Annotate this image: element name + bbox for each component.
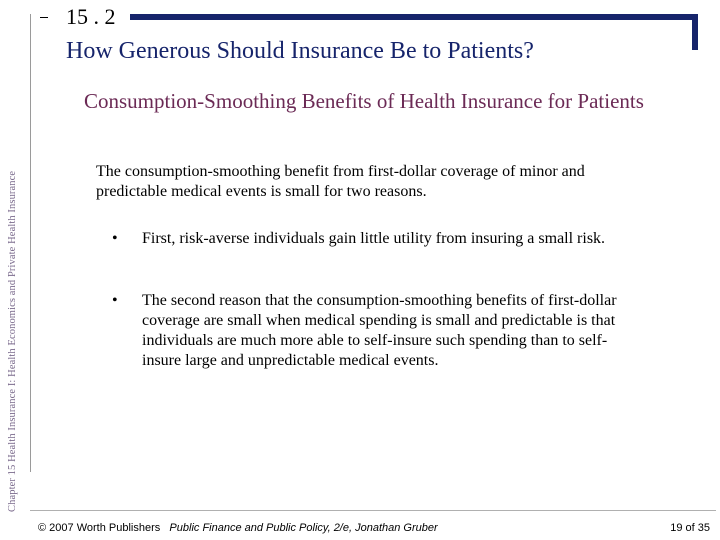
footer-credits	[38, 522, 438, 534]
footer-divider	[30, 510, 716, 511]
slide-subtitle: Consumption-Smoothing Benefits of Health Insurance for Patients	[84, 89, 644, 113]
header-tick	[40, 17, 48, 18]
chapter-label-text: Chapter 15 Health Insurance I: Health Economics and Private Health Insurance	[7, 170, 18, 512]
footer-book-title: Public Finance and Public Policy, 2/e, Jonathan Gruber	[169, 522, 438, 534]
header-bar	[130, 14, 698, 20]
page-number: 19 of 35	[670, 522, 710, 534]
bullet-marker: •	[112, 230, 118, 247]
header-bar-corner	[692, 14, 698, 50]
bullet-marker: •	[112, 292, 118, 309]
section-number: 15 . 2	[66, 4, 116, 29]
bullet-item	[112, 229, 632, 269]
chapter-label	[2, 12, 22, 512]
bullet-text: The second reason that the consumption-smoothing benefits of first-dollar coverage are small when medical spending is small and predictable is that individuals are much more able to self-insure such spending than to self-insure large and unpredictable medical events.	[142, 292, 617, 369]
intro-paragraph: The consumption-smoothing benefit from first-dollar coverage of minor and predictable medical events is small for two reasons.	[96, 163, 585, 200]
footer-publisher: © 2007 Worth Publishers	[38, 522, 161, 534]
bullet-text: First, risk-averse individuals gain little utility from insuring a small risk.	[142, 230, 606, 247]
left-divider	[30, 14, 31, 472]
bullet-item	[112, 291, 632, 391]
slide-title: How Generous Should Insurance Be to Patients?	[66, 38, 534, 64]
